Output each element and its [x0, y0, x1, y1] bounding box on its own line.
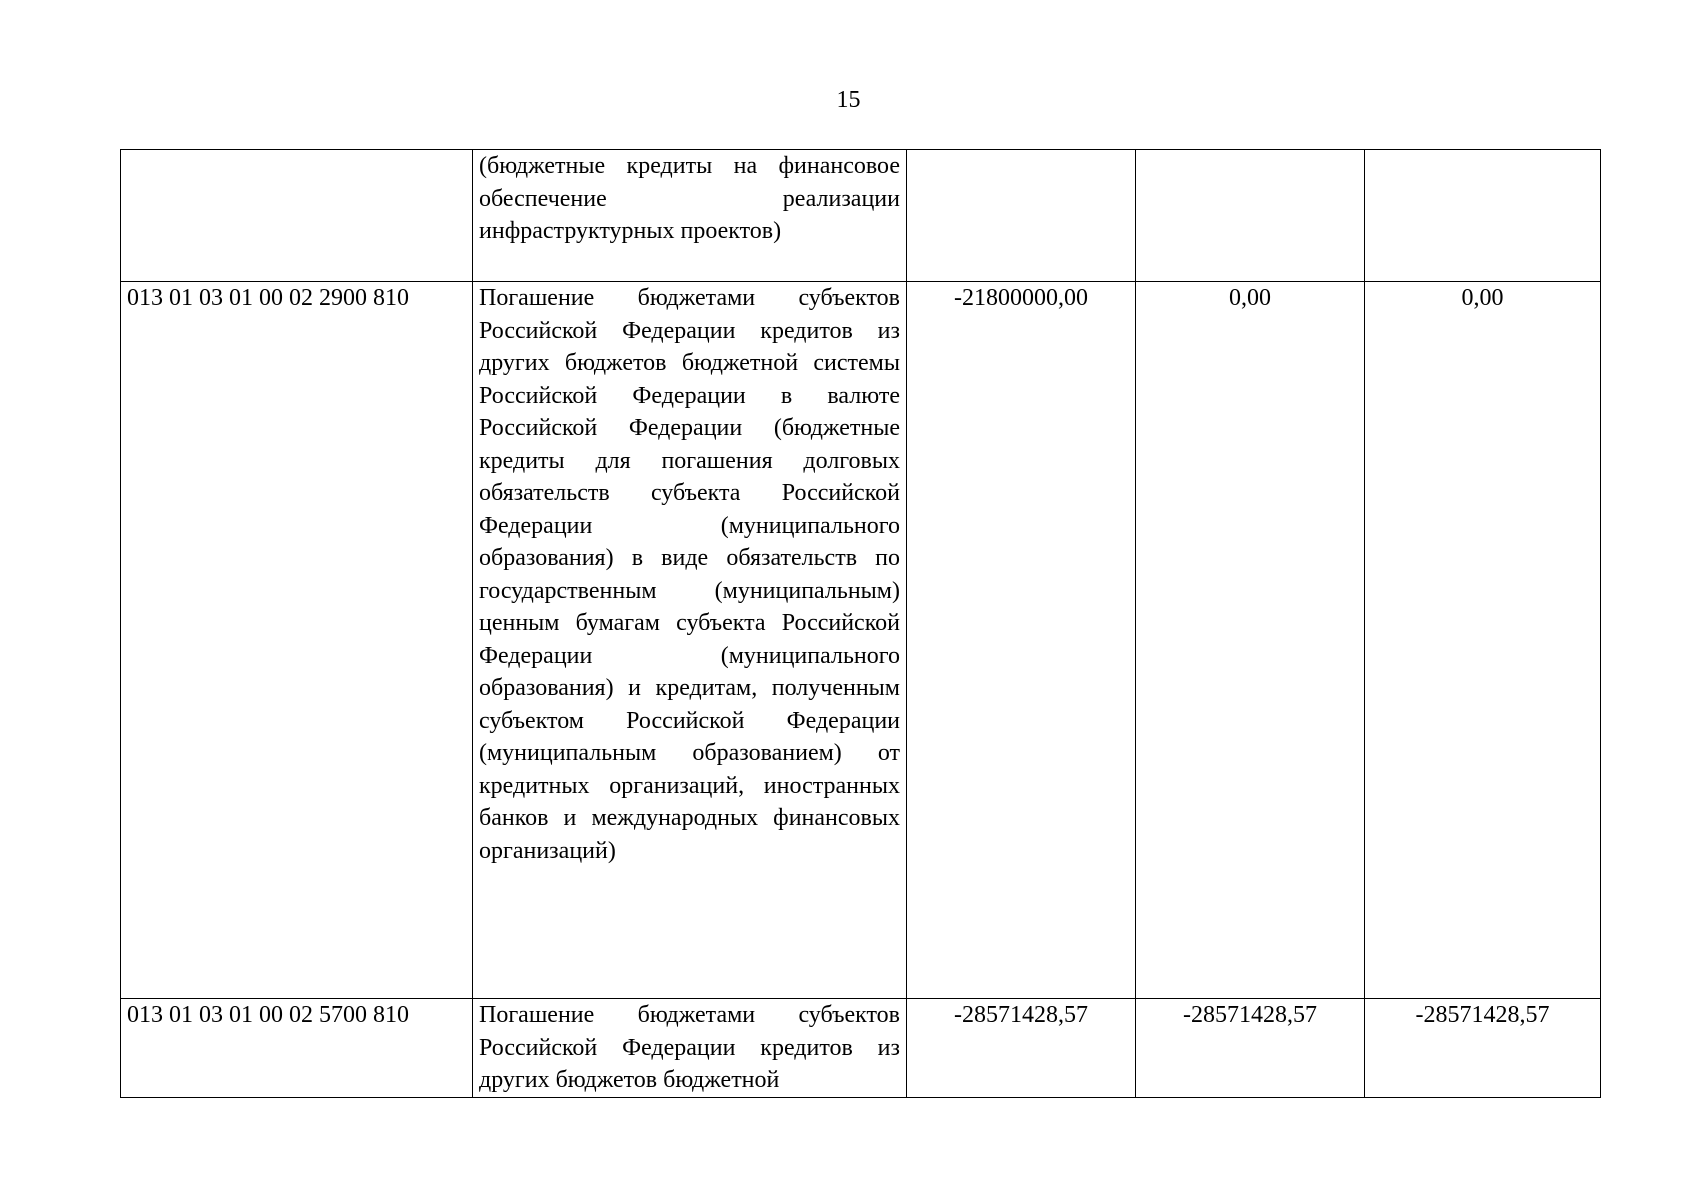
value-cell: -21800000,00: [907, 282, 1136, 999]
budget-table: [120, 149, 1601, 1098]
description-cell: Погашение бюджетами субъектов Российской Федерации кредитов из других бюджетов бюджетной: [473, 999, 907, 1098]
value-cell: [1365, 150, 1601, 282]
table-row: [121, 150, 1601, 282]
description-cell: Погашение бюджетами субъектов Российской Федерации кредитов из других бюджетов бюджетной системы Российской Федерации в валюте Российской Федерации (бюджетные кредиты для погашения долговых обязательств субъекта Российской Федерации (муниципального образования) в виде обязательств по государственным (муниципальным) ценным бумагам субъекта Российской Федерации (муниципального образования) и кредитам, полученным субъектом Российской Федерации (муниципальным образованием) от кредитных организаций, иностранных банков и международных финансовых организаций): [473, 282, 907, 999]
budget-code-cell: [121, 150, 473, 282]
budget-code-cell: 013 01 03 01 00 02 5700 810: [121, 999, 473, 1098]
budget-code-cell: 013 01 03 01 00 02 2900 810: [121, 282, 473, 999]
value-cell: [907, 150, 1136, 282]
value-cell: 0,00: [1136, 282, 1365, 999]
table-row: [121, 999, 1601, 1098]
page-number: 15: [836, 87, 861, 113]
value-cell: -28571428,57: [1136, 999, 1365, 1098]
table-row: [121, 282, 1601, 999]
value-cell: -28571428,57: [907, 999, 1136, 1098]
description-cell: (бюджетные кредиты на финансовое обеспечение реализации инфраструктурных проектов): [473, 150, 907, 282]
value-cell: -28571428,57: [1365, 999, 1601, 1098]
value-cell: 0,00: [1365, 282, 1601, 999]
value-cell: [1136, 150, 1365, 282]
